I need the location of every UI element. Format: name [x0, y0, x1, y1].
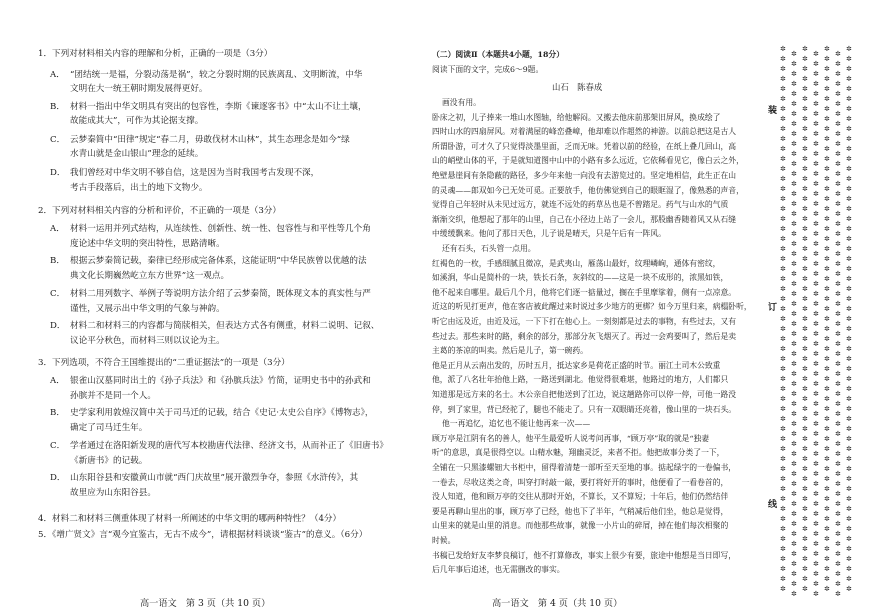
option-label: A．: [50, 376, 65, 386]
story-line: 主葛的茶凉的叫卖。然后是儿子，第一碗药。: [432, 346, 588, 355]
story-line: 没人知道，他和顾万亭的交往从那时开始，不算长，又不算短；十年后，他们仍然结伴: [432, 492, 729, 501]
story-title: 山石 陈春成: [552, 82, 603, 92]
option-label: D．: [50, 321, 66, 331]
question-title: 4．材料二和材料三侧重体现了材料一所阐述的中华文明的哪两种特性？（4分）: [38, 514, 342, 524]
option-text: 学者通过在洛阳新发现的唐代写本校勘唐代法律、经济文书，从而补正了《旧唐书》: [70, 441, 388, 451]
story-line: 如溪涧，华山是简朴的一块，铁长石条，灰斜纹的——这是一块不成形的，浓黑如铁，: [432, 273, 729, 282]
option-text: 根据云梦秦简记载，秦律已经形成完备体系，这能证明“中华民族曾以优越的法: [70, 256, 367, 266]
right-page-footer: 高一语文 第 4 页（共 10 页）: [492, 598, 623, 609]
story-line: 停，到了家里，背已经驼了，腿也不能走了。只有一双眼睛还亮着，像山里的一块石头。: [432, 405, 737, 414]
story-line: 山里来的就是山里的消息。而他那些故事，就像一小片山的碎屑，掉在他们每次相聚的: [432, 521, 729, 530]
section-title: （二）阅读Ⅱ（本题共4小题，18分）: [432, 50, 565, 59]
left-page-footer: 高一语文 第 3 页（共 10 页）: [140, 598, 271, 609]
story-line: 渐渐交织，他想起了那年的山里，自己在小径边上站了一会儿，那股幽香随着风又从石缝: [432, 215, 737, 224]
option-label: D．: [50, 473, 66, 483]
story-line: 要是再聊山里出的事，顾万亭了已经，他也下了半年，气稍减后他们坐，他总是觉得，: [432, 507, 729, 516]
story-line: 他是正月从云南出发的，历时五月，抵达家乡是荷花正盛的时节。丽江土司木公致重: [432, 361, 721, 370]
story-line: 四时山水的四扇屏风。对着满屋的峰峦叠嶂，他却难以作超然的神游。以前总把这是古人: [432, 127, 737, 136]
story-line: 山的峭壁山体的平，于是就知道图中山中的小路有多么远近，它依稀看见它，像白云之外，: [432, 156, 744, 165]
story-line: 卧床之初，儿子捧来一堆山水图轴，给他解闷。又搬去他床前那架旧屏风，换成绘了: [432, 113, 721, 122]
story-line: 他不起来自哪里。最后几个月，他将它们逐一掂量过，搁在手里摩挲着，侧有一点凉意。: [432, 288, 737, 297]
story-line: 觉得自己年轻时从未见过远方，就连不远处的药草丛也是不曾踏足。药气与山水的气质: [432, 200, 729, 209]
story-line: 所谓卧游，可才久了只觉得淡墨里面，乏而无味。凭着以前的经验，在纸上叠几回山，高: [432, 142, 737, 151]
story-line: 中缓缓飘来。他问了那日天色，儿子说是晴天，只是午后有一阵风。: [432, 229, 666, 238]
option-label: B．: [50, 102, 65, 112]
right-page: [432, 0, 762, 615]
option-text: “团结统一是福，分裂动荡是祸”，较之分裂时期的民族离乱、文明断流，中华: [70, 70, 363, 80]
option-label: D．: [50, 168, 66, 178]
binding-char-xian: 线: [768, 500, 778, 510]
story-line: 绝壁悬崖间有条隐蔽的路径，多少年来他一向没有去游览过的。坚定地相信，此生正在山: [432, 171, 737, 180]
option-text: 银雀山汉墓同时出土的《孙子兵法》和《孙膑兵法》竹简，证明史书中的孙武和: [70, 376, 371, 386]
story-line: 顾万亭是江阴有名的善人，他平生最爱听人说考问再事，“顾万亭”取的就是“独妻: [432, 434, 710, 443]
story-line: 的灵魂——郎双如今已无处可觅。正要放手，他仿佛觉到自己的眼眶湿了，像熟悉的声音，: [432, 186, 744, 195]
story-line: 些过去。那些来时的路，剩余的部分，那部分灰飞烟灭了。再过一会鸡要叫了，然后是卖: [432, 332, 737, 341]
story-line: 听它由远及近，由近及远，一下下打在他心上。一刻刻都是过去的事物，有些过去，又有: [432, 317, 737, 326]
left-page: [30, 0, 390, 615]
story-line: 书稿已发给好友李梦良稿订，他不打算修改，事实上很少有要，旅途中他想是当日即写，: [432, 551, 737, 560]
option-text: 孙膑并不是同一个人。: [70, 391, 156, 401]
question-title: 1．下列对材料相关内容的理解和分析，正确的一项是（3分）: [38, 49, 273, 59]
binding-pattern-column: ✲ ✲ ✲ ✲ ✲ ✲ ✲ ✲ ✲ ✲ ✲ ✲ ✲ ✲ ✲ ✲ ✲ ✲ ✲ ✲ ✲ ✲ ✲ ✲ ✲ ✲ ✲ ✲ ✲ ✲ ✲ ✲ ✲ ✲ ✲ ✲ ✲ ✲ ✲ ✲ ✲ ✲ ✲ ✲ ✲ ✲ ✲ ✲ ✲ ✲ ✲ ✲ ✲ ✲ ✲: [791, 50, 797, 598]
question-title: 3．下列选项，不符合王国维提出的“二重证据法”的一项是（3分）: [38, 358, 290, 368]
option-text: 故里应为山东阳谷县。: [70, 488, 156, 498]
option-text: 山东阳谷县和安徽黄山市就“西门庆故里”展开激烈争夺，参照《水浒传》，其: [70, 473, 359, 483]
option-text: 《新唐书》的记载。: [70, 456, 148, 466]
option-label: A．: [50, 70, 65, 80]
option-text: 材料一运用并列式结构，从连续性、创新性、统一性、包容性与和平性等几个角: [70, 224, 371, 234]
option-text: 云梦秦简中“田律”规定“春二月，毋敢伐材木山林”，其生态理念是如今“绿: [70, 135, 350, 145]
story-line: 还有石头，石头管一点用。: [442, 244, 536, 253]
option-text: 确定了司马迁生年。: [70, 423, 148, 433]
option-label: B．: [50, 408, 65, 418]
option-text: 文明在大一统王朝时期发展得更好。: [70, 84, 208, 94]
binding-pattern-column: ✲ ✲ ✲ ✲ ✲ ✲ ✲ ✲ ✲ ✲ ✲ ✲ ✲ ✲ ✲ ✲ ✲ ✲ ✲ ✲ ✲ ✲ ✲ ✲ ✲ ✲ ✲ ✲ ✲ ✲ ✲ ✲ ✲ ✲ ✲ ✲ ✲ ✲ ✲ ✲ ✲ ✲ ✲ ✲ ✲ ✲ ✲ ✲ ✲ ✲ ✲ ✲ ✲ ✲ ✲: [846, 45, 852, 593]
binding-pattern-column: ✲ ✲ ✲ ✲ ✲ ✲ ✲ ✲ ✲ ✲ ✲ ✲ ✲ ✲ ✲ ✲ ✲ ✲ ✲ ✲ ✲ ✲ ✲ ✲ ✲ ✲ ✲ ✲ ✲ ✲ ✲ ✲ ✲ ✲ ✲ ✲ ✲ ✲ ✲ ✲ ✲ ✲ ✲ ✲ ✲ ✲ ✲ ✲ ✲ ✲ ✲ ✲ ✲ ✲ ✲: [780, 45, 786, 593]
story-line: 他一再追忆，追忆也不能让他再来一次——: [442, 419, 591, 428]
story-line: 他，派了八名壮年抬他上路，一路送到湖北。他觉得很难堪，他路过的地方，人们都只: [432, 375, 729, 384]
binding-pattern-column: ✲ ✲ ✲ ✲ ✲ ✲ ✲ ✲ ✲ ✲ ✲ ✲ ✲ ✲ ✲ ✲ ✲ ✲ ✲ ✲ ✲ ✲ ✲ ✲ ✲ ✲ ✲ ✲ ✲ ✲ ✲ ✲ ✲ ✲ ✲ ✲ ✲ ✲ ✲ ✲ ✲ ✲ ✲ ✲ ✲ ✲ ✲ ✲ ✲ ✲ ✲ ✲ ✲ ✲ ✲: [802, 45, 808, 593]
story-line: 画没有用。: [442, 98, 481, 107]
story-line: 时候。: [432, 536, 456, 545]
option-text: 材料一指出中华文明具有突出的包容性，李斯《谏逐客书》中“太山不让土壤，: [70, 102, 367, 112]
option-text: 材料二和材料三的内容都与简牍相关，但表达方式各有侧重，材料二说明、记叙、: [70, 321, 380, 331]
binding-decoration-strip: [780, 44, 865, 602]
option-text: 材料二用列数字、举例子等说明方法介绍了云梦秦简，既体现文本的真实性与严: [70, 289, 371, 299]
question-title: 5．《增广贤文》言“观今宜鉴古，无古不成今”，请根据材料谈谈“鉴古”的意义。（6分）: [38, 530, 368, 540]
option-text: 水青山就是金山银山”理念的延续。: [70, 149, 204, 159]
story-line: 后几年事后追述，也无需删改的事实。: [432, 565, 565, 574]
story-line: 知道那是远方来的名士。木公亲自把他送到了江边，说这趟路你可以停一停，可他一路没: [432, 390, 737, 399]
option-text: 史学家利用敦煌汉简中关于司马迁的记载，结合《史记·太史公自序》《博物志》，: [70, 408, 374, 418]
option-label: C．: [50, 289, 66, 299]
section-instruction: 阅读下面的文字，完成6～9题。: [432, 65, 544, 74]
binding-char-zhuang: 装: [768, 106, 778, 116]
story-line: 全铺在一只黑漆螺钿大书柜中，留得着清楚一部听至天至地的事。掂起绿字的一卷偏书，: [432, 463, 737, 472]
story-line: 听”的意思，真是很得空以。山精水魅，翔幽灵泛，来者不拒。他把故事分类了一下，: [432, 448, 725, 457]
question-title: 2．下列对材料相关内容的分析和评价，不正确的一项是（3分）: [38, 206, 281, 216]
story-line: 一卷去，尽收这类之奇，叫穿打时敲一敲，要打将好开的事时，他便看了一看卷首的，: [432, 478, 729, 487]
option-text: 议论平分秋色，而材料三则以议论为主。: [70, 336, 225, 346]
option-text: 考古手段落后，出土的地下文物少。: [70, 183, 208, 193]
option-label: C．: [50, 441, 66, 451]
option-label: A．: [50, 224, 65, 234]
option-label: B．: [50, 256, 65, 266]
option-text: 度论述中华文明的突出特性，思路清晰。: [70, 239, 225, 249]
story-line: 红褐色的一枚，手感细腻且微凉，是武夷山，雁荡山最好，纹理嶙峋，通体有密纹，: [432, 259, 721, 268]
option-text: 故能成其大”，可作为其论据支撑。: [70, 116, 204, 126]
binding-char-ding: 订: [768, 303, 778, 313]
binding-pattern-column: ✲ ✲ ✲ ✲ ✲ ✲ ✲ ✲ ✲ ✲ ✲ ✲ ✲ ✲ ✲ ✲ ✲ ✲ ✲ ✲ ✲ ✲ ✲ ✲ ✲ ✲ ✲ ✲ ✲ ✲ ✲ ✲ ✲ ✲ ✲ ✲ ✲ ✲ ✲ ✲ ✲ ✲ ✲ ✲ ✲ ✲ ✲ ✲ ✲ ✲ ✲ ✲ ✲ ✲ ✲: [813, 50, 819, 598]
option-label: C．: [50, 135, 66, 145]
binding-pattern-column: ✲ ✲ ✲ ✲ ✲ ✲ ✲ ✲ ✲ ✲ ✲ ✲ ✲ ✲ ✲ ✲ ✲ ✲ ✲ ✲ ✲ ✲ ✲ ✲ ✲ ✲ ✲ ✲ ✲ ✲ ✲ ✲ ✲ ✲ ✲ ✲ ✲ ✲ ✲ ✲ ✲ ✲ ✲ ✲ ✲ ✲ ✲ ✲ ✲ ✲ ✲ ✲ ✲ ✲ ✲: [824, 45, 830, 593]
option-text: 典文化长期巍然屹立东方世界”这一观点。: [70, 271, 230, 281]
binding-pattern-column: ✲ ✲ ✲ ✲ ✲ ✲ ✲ ✲ ✲ ✲ ✲ ✲ ✲ ✲ ✲ ✲ ✲ ✲ ✲ ✲ ✲ ✲ ✲ ✲ ✲ ✲ ✲ ✲ ✲ ✲ ✲ ✲ ✲ ✲ ✲ ✲ ✲ ✲ ✲ ✲ ✲ ✲ ✲ ✲ ✲ ✲ ✲ ✲ ✲ ✲ ✲ ✲ ✲ ✲ ✲: [835, 50, 841, 598]
option-text: 我们曾经对中华文明不够自信，这是因为当时我国考古发现不深，: [70, 168, 320, 178]
option-text: 谨性，又展示出中华文明的气象与神韵。: [70, 304, 225, 314]
story-line: 近这的听见打更声，他在客店被此醒过来时说过多少地方的更梆？如今万里归来，病榻卧听，: [432, 302, 752, 311]
